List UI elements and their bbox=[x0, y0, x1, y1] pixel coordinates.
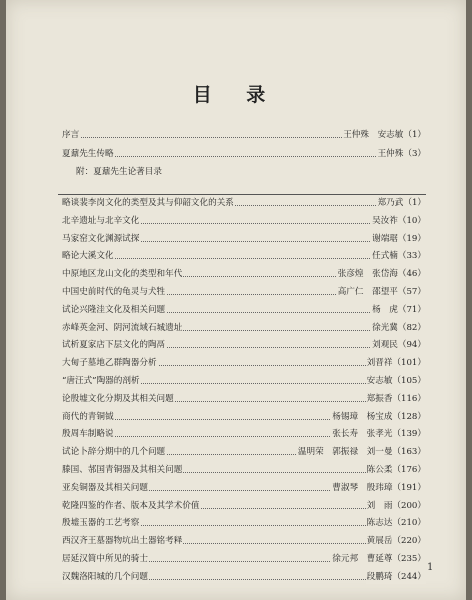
toc-entry-author-page: 温明荣 郭振禄 刘一曼（163） bbox=[297, 447, 426, 457]
toc-entry-author-page: 陈公柔（176） bbox=[366, 465, 426, 475]
toc-entry-title: 乾隆四鉴的作者、版本及其学术价值 bbox=[62, 501, 200, 511]
toc-entry-author-page: 刘 雨（200） bbox=[366, 501, 426, 511]
toc-entry-title: 试析夏家店下层文化的陶鬲 bbox=[62, 340, 166, 350]
toc-entry-title: 滕国、邿国青铜器及其相关问题 bbox=[62, 465, 183, 475]
toc-entry[interactable] bbox=[62, 147, 426, 161]
toc-entry-author-page: 王仲殊 安志敏（1） bbox=[343, 130, 426, 140]
toc-entry[interactable] bbox=[62, 516, 426, 530]
toc-entry-title: 商代的青铜钺 bbox=[62, 412, 114, 422]
toc-entry-title: 序言 bbox=[62, 130, 80, 140]
toc-entry-author-page: 刘观民（94） bbox=[372, 340, 426, 350]
toc-entry[interactable] bbox=[62, 410, 426, 424]
toc-entry-title: 中原地区龙山文化的类型和年代 bbox=[62, 269, 183, 279]
toc-entry[interactable] bbox=[62, 128, 426, 142]
toc-entry[interactable] bbox=[62, 552, 426, 566]
toc-entry[interactable] bbox=[62, 196, 426, 210]
toc-entry-author-page: 郑乃武（1） bbox=[377, 198, 426, 208]
toc-entry-title: 论殷墟文化分期及其相关问题 bbox=[62, 394, 174, 404]
toc-entry-title: 殷墟玉器的工艺考察 bbox=[62, 518, 140, 528]
toc-entry-author-page: 杨 虎（71） bbox=[372, 305, 426, 315]
toc-entry[interactable] bbox=[62, 392, 426, 406]
toc-entry-title: 亚矣铜器及其相关问题 bbox=[62, 483, 148, 493]
toc-entry-author-page: 张彦煌 张岱海（46） bbox=[337, 269, 426, 279]
toc-entry-author-page: 徐光冀（82） bbox=[372, 323, 426, 333]
toc-entry-author-page: 杨锡璋 杨宝成（128） bbox=[332, 412, 426, 422]
toc-entry-title: 略论大溪文化 bbox=[62, 251, 114, 261]
toc-entry[interactable] bbox=[62, 165, 426, 179]
toc-entry-title: 汉魏洛阳城的几个问题 bbox=[62, 572, 148, 582]
toc-entry[interactable] bbox=[62, 445, 426, 459]
toc-entry-author-page: 段鹏琦（244） bbox=[366, 572, 426, 582]
toc-entry[interactable] bbox=[62, 285, 426, 299]
page-title: 目 录 bbox=[192, 84, 280, 106]
toc-entry-title: 北辛遗址与北辛文化 bbox=[62, 216, 140, 226]
toc-entry-author-page: 郑振香（116） bbox=[366, 394, 426, 404]
toc-entry-author-page: 刘晋祥（101） bbox=[366, 358, 426, 368]
toc-entry-title: 西汉齐王墓器物坑出土器铭考释 bbox=[62, 536, 183, 546]
toc-entry[interactable] bbox=[62, 232, 426, 246]
toc-entry-author-page: 张长寿 张孝光（139） bbox=[332, 429, 426, 439]
toc-entry[interactable] bbox=[62, 267, 426, 281]
toc-entry-title: 附：夏鼐先生论著目录 bbox=[76, 167, 162, 177]
toc-entry-title: 夏鼐先生传略 bbox=[62, 149, 114, 159]
toc-entry[interactable] bbox=[62, 570, 426, 584]
toc-entry-title: 马家窑文化渊源试探 bbox=[62, 234, 140, 244]
toc-entry[interactable] bbox=[62, 427, 426, 441]
toc-entry-author-page: 谢端琚（19） bbox=[372, 234, 426, 244]
toc-entry-title: 大甸子墓地乙群陶器分析 bbox=[62, 358, 157, 368]
toc-entry-title: 殷周车制略说 bbox=[62, 429, 114, 439]
toc-entry[interactable] bbox=[62, 463, 426, 477]
toc-entry-author-page: 陈志达（210） bbox=[366, 518, 426, 528]
toc-entry-author-page: 安志敏（105） bbox=[366, 376, 426, 386]
toc-entry-author-page: 王仲殊（3） bbox=[377, 149, 426, 159]
toc-entry-title: 试论兴隆洼文化及相关问题 bbox=[62, 305, 166, 315]
toc-entry[interactable] bbox=[62, 534, 426, 548]
toc-entry-author-page: 曹淑琴 殷玮璋（191） bbox=[332, 483, 426, 493]
toc-entry-title: 赤峰英金河、阴河流域石城遗址 bbox=[62, 323, 183, 333]
toc-entry[interactable] bbox=[62, 481, 426, 495]
toc-entry-title: 居延汉简中所见的骑士 bbox=[62, 554, 148, 564]
toc-entry[interactable] bbox=[62, 338, 426, 352]
leader-dots bbox=[62, 147, 426, 157]
toc-entry-title: 中国史前时代的龟灵与犬牲 bbox=[62, 287, 166, 297]
toc-entry-title: 试论卜辞分期中的几个问题 bbox=[62, 447, 166, 457]
toc-entry-author-page: 高广仁 邵望平（57） bbox=[337, 287, 426, 297]
toc-entry[interactable] bbox=[62, 356, 426, 370]
toc-entry[interactable] bbox=[62, 374, 426, 388]
toc-entry-author-page: 徐元邦 曹延尊（235） bbox=[332, 554, 426, 564]
toc-entry[interactable] bbox=[62, 214, 426, 228]
toc-entry[interactable] bbox=[62, 303, 426, 317]
toc-entry-author-page: 吴汝祚（10） bbox=[372, 216, 426, 226]
toc-entry-author-page: 黄展岳（220） bbox=[366, 536, 426, 546]
toc-entry-title: “唐汪式”陶器的剖析 bbox=[62, 376, 140, 386]
toc-entry-author-page: 任式楠（33） bbox=[372, 251, 426, 261]
toc-entry[interactable] bbox=[62, 321, 426, 335]
toc-entry[interactable] bbox=[62, 499, 426, 513]
toc-entry[interactable] bbox=[62, 249, 426, 263]
page-number: 1 bbox=[427, 562, 434, 573]
section-divider bbox=[58, 194, 426, 195]
document-page bbox=[6, 0, 466, 600]
toc-entry-title: 略谈裴李岗文化的类型及其与仰韶文化的关系 bbox=[62, 198, 234, 208]
